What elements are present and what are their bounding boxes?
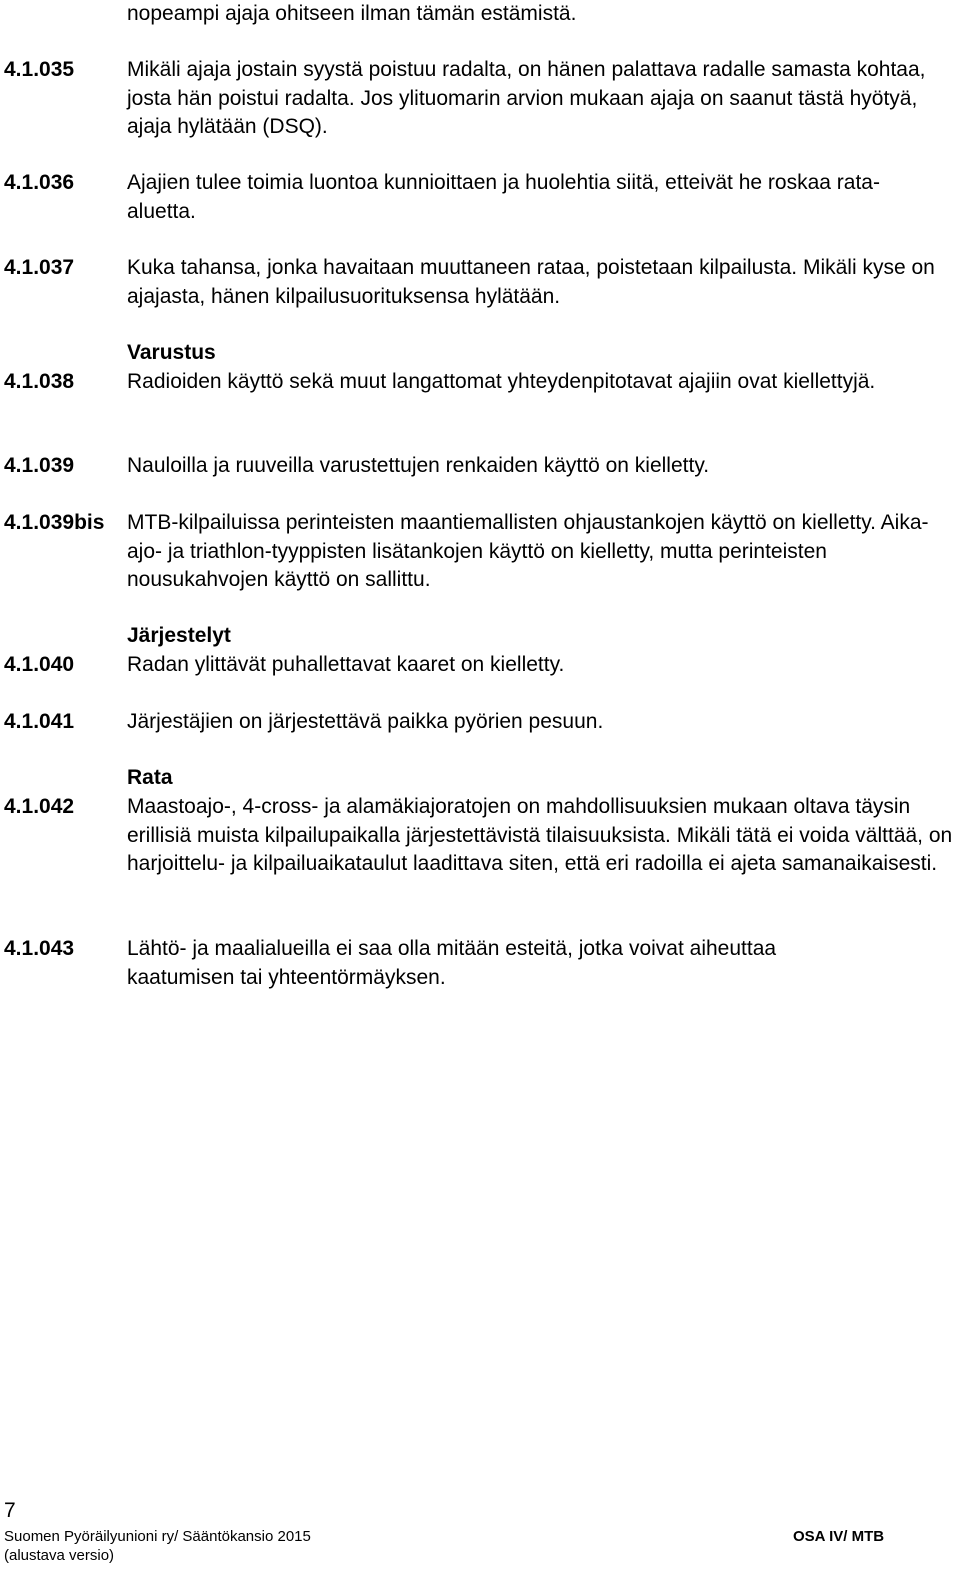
page-number: 7 xyxy=(4,1499,16,1522)
intro-line: nopeampi ajaja ohitseen ilman tämän estämistä. xyxy=(127,2,577,25)
rule-text: Lähtö- ja maalialueilla ei saa olla mitään esteitä, jotka voivat aiheuttaa kaatumisen tai yhteentörmäyksen. xyxy=(127,937,777,989)
rule-text: Radioiden käyttö sekä muut langattomat yhteydenpitotavat ajajiin ovat kiellettyjä. xyxy=(127,370,876,393)
section-heading-rata: Rata xyxy=(127,766,173,789)
rule-number: 4.1.035 xyxy=(4,58,75,81)
rule-number: 4.1.037 xyxy=(4,256,75,279)
rule-number: 4.1.042 xyxy=(4,795,75,818)
section-heading-jarjestelyt: Järjestelyt xyxy=(127,624,231,647)
rule-number: 4.1.039 xyxy=(4,454,75,477)
rule-number: 4.1.043 xyxy=(4,937,75,960)
rule-number: 4.1.038 xyxy=(4,370,75,393)
rule-text: Mikäli ajaja jostain syystä poistuu radalta, on hänen palattava radalle samasta kohtaa, josta hän poistui radalta. Jos ylituomarin arvion mukaan ajaja on saanut tästä hyötyä, ajaja hylätään (DSQ). xyxy=(127,58,926,139)
rule-number: 4.1.041 xyxy=(4,710,75,733)
section-heading-varustus: Varustus xyxy=(127,341,216,364)
rule-number: 4.1.039bis xyxy=(4,511,105,534)
rule-text: Kuka tahansa, jonka havaitaan muuttaneen rataa, poistetaan kilpailusta. Mikäli kyse on ajajasta, hänen kilpailusuorituksensa hylätään. xyxy=(127,256,935,308)
rule-number: 4.1.040 xyxy=(4,653,75,676)
rule-text: Ajajien tulee toimia luontoa kunnioittaen ja huolehtia siitä, etteivät he roskaa rata-aluetta. xyxy=(127,171,880,223)
rule-text: Radan ylittävät puhallettavat kaaret on kielletty. xyxy=(127,653,565,676)
rule-number: 4.1.036 xyxy=(4,171,75,194)
rule-text: Nauloilla ja ruuveilla varustettujen renkaiden käyttö on kielletty. xyxy=(127,454,710,477)
footer-section: OSA IV/ MTB xyxy=(793,1528,885,1545)
footer-organization: Suomen Pyöräilyunioni ry/ Sääntökansio 2015 xyxy=(4,1528,311,1545)
rule-text: MTB-kilpailuissa perinteisten maantiemallisten ohjaustankojen käyttö on kielletty. Aika-ajo- ja triathlon-tyyppisten lisätankojen käyttö on kielletty, mutta perinteisten nousukahvojen käyttö on sallittu. xyxy=(127,511,929,592)
rule-text: Maastoajo-, 4-cross- ja alamäkiajoratojen on mahdollisuuksien mukaan oltava täysin erillisiä muista kilpailupaikalla järjestettävistä tilaisuuksista. Mikäli tätä ei voida välttää, on harjoittelu- ja kilpailuaikataulut laadittava siten, että eri radoilla ei ajeta samanaikaisesti. xyxy=(127,795,953,876)
rule-text: Järjestäjien on järjestettävä paikka pyörien pesuun. xyxy=(127,710,604,733)
footer-version: (alustava versio) xyxy=(4,1547,115,1564)
